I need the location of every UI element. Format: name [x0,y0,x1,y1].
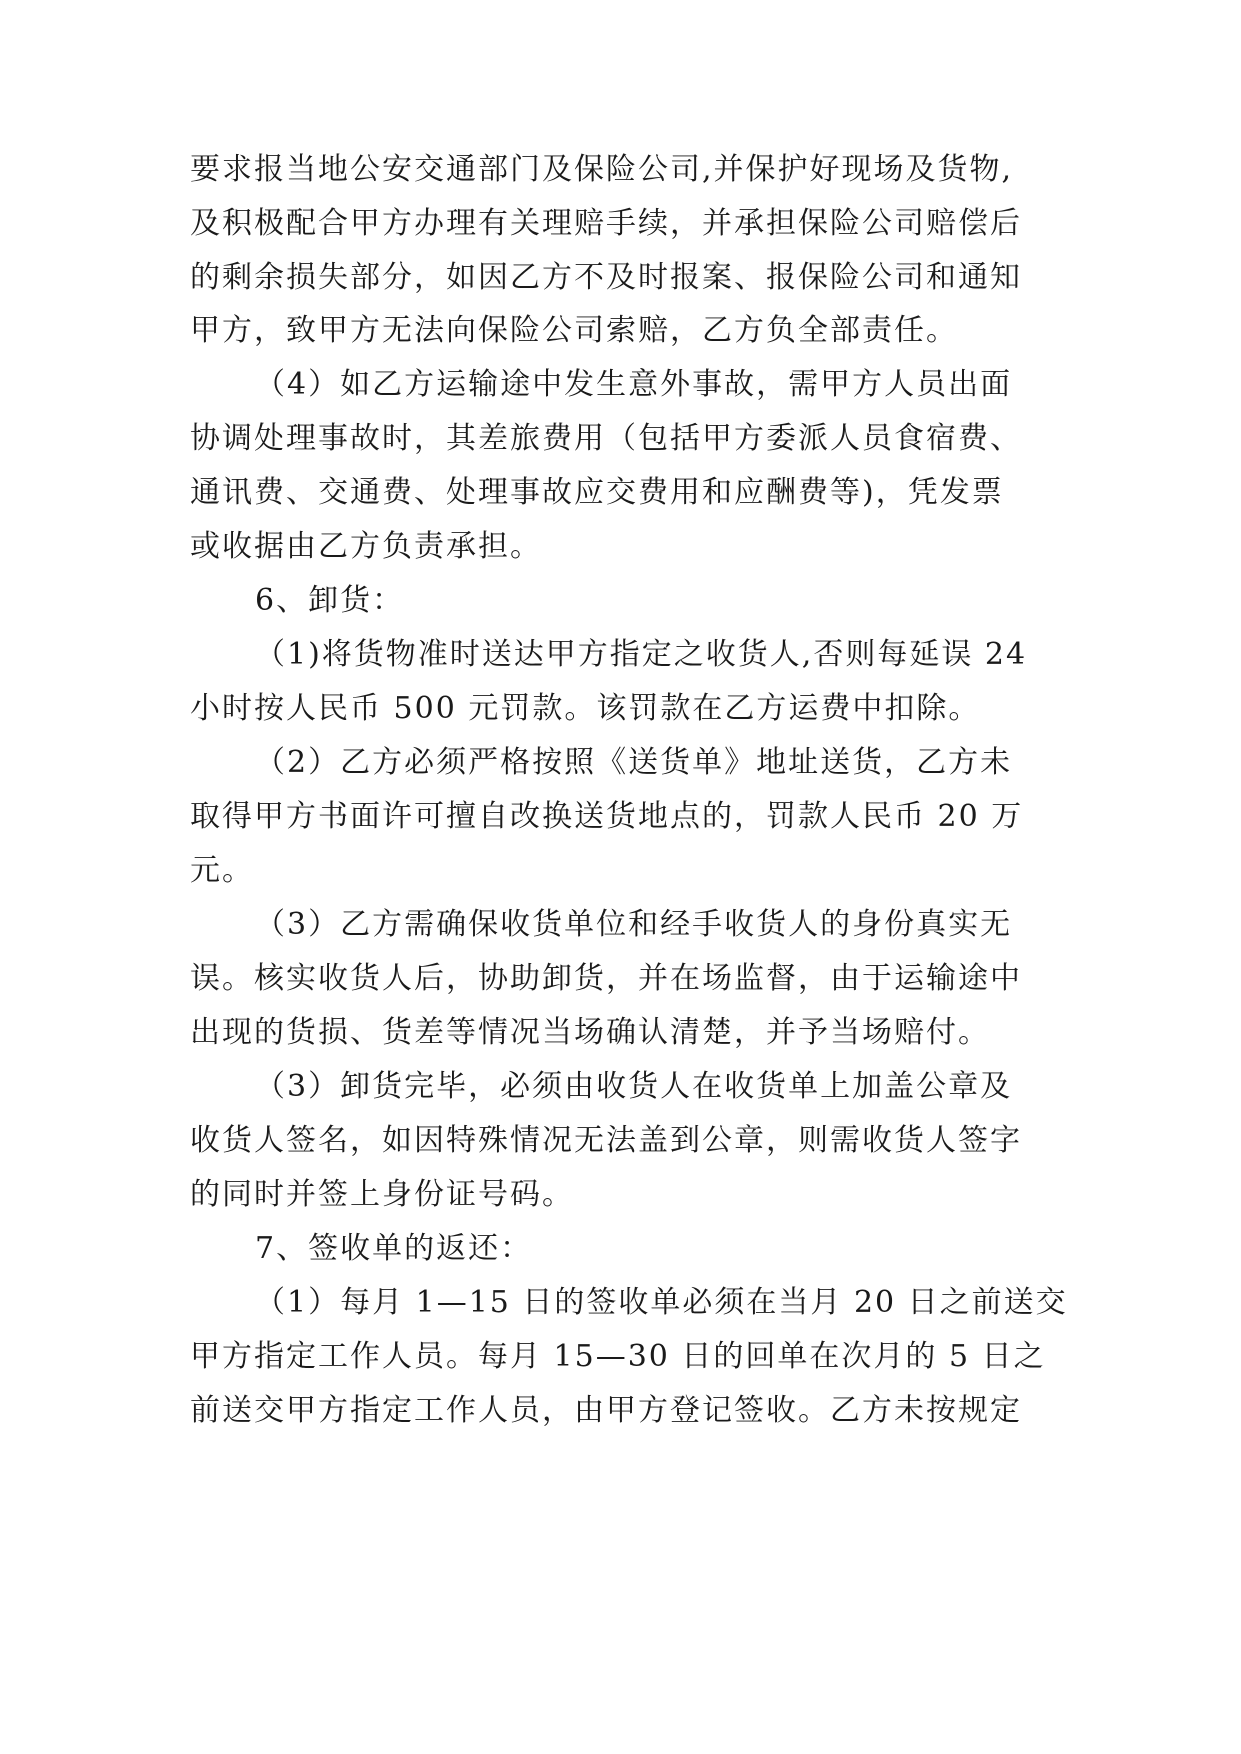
text-line: 小时按人民币 500 元罚款。该罚款在乙方运费中扣除。 [190,691,981,726]
text-line: 或收据由乙方负责承担。 [190,529,542,564]
text-line: 前送交甲方指定工作人员，由甲方登记签收。乙方未按规定 [190,1393,1022,1428]
text-line: 甲方指定工作人员。每月 15—30 日的回单在次月的 5 日之 [190,1339,1046,1374]
text-line: 取得甲方书面许可擅自改换送货地点的，罚款人民币 20 万 [190,799,1024,834]
text-line: （4）如乙方运输途中发生意外事故，需甲方人员出面 [255,367,1013,402]
text-line: （1)将货物准时送达甲方指定之收货人,否则每延误 24 [255,637,1028,672]
text-line: 收货人签名，如因特殊情况无法盖到公章，则需收货人签字 [190,1123,1022,1158]
text-line: 误。核实收货人后，协助卸货，并在场监督，由于运输途中 [190,961,1022,996]
text-line: 通讯费、交通费、处理事故应交费用和应酬费等)，凭发票 [190,475,1004,510]
text-line: （2）乙方必须严格按照《送货单》地址送货，乙方未 [255,745,1013,780]
text-line: 协调处理事故时，其差旅费用（包括甲方委派人员食宿费、 [190,421,1022,456]
text-line: （3）卸货完毕，必须由收货人在收货单上加盖公章及 [255,1069,1013,1104]
text-line: 的同时并签上身份证号码。 [190,1177,574,1212]
text-line: 甲方，致甲方无法向保险公司索赔，乙方负全部责任。 [190,313,958,348]
text-line: （1）每月 1—15 日的签收单必须在当月 20 日之前送交 [255,1285,1068,1320]
section-heading: 7、签收单的返还： [255,1231,533,1266]
section-heading: 6、卸货： [255,583,405,618]
text-line: 及积极配合甲方办理有关理赔手续，并承担保险公司赔偿后 [190,206,1022,241]
text-line: （3）乙方需确保收货单位和经手收货人的身份真实无 [255,907,1013,942]
text-line: 元。 [190,853,254,888]
text-line: 要求报当地公安交通部门及保险公司,并保护好现场及货物, [190,152,1014,187]
text-line: 出现的货损、货差等情况当场确认清楚，并予当场赔付。 [190,1015,990,1050]
text-line: 的剩余损失部分，如因乙方不及时报案、报保险公司和通知 [190,260,1022,295]
